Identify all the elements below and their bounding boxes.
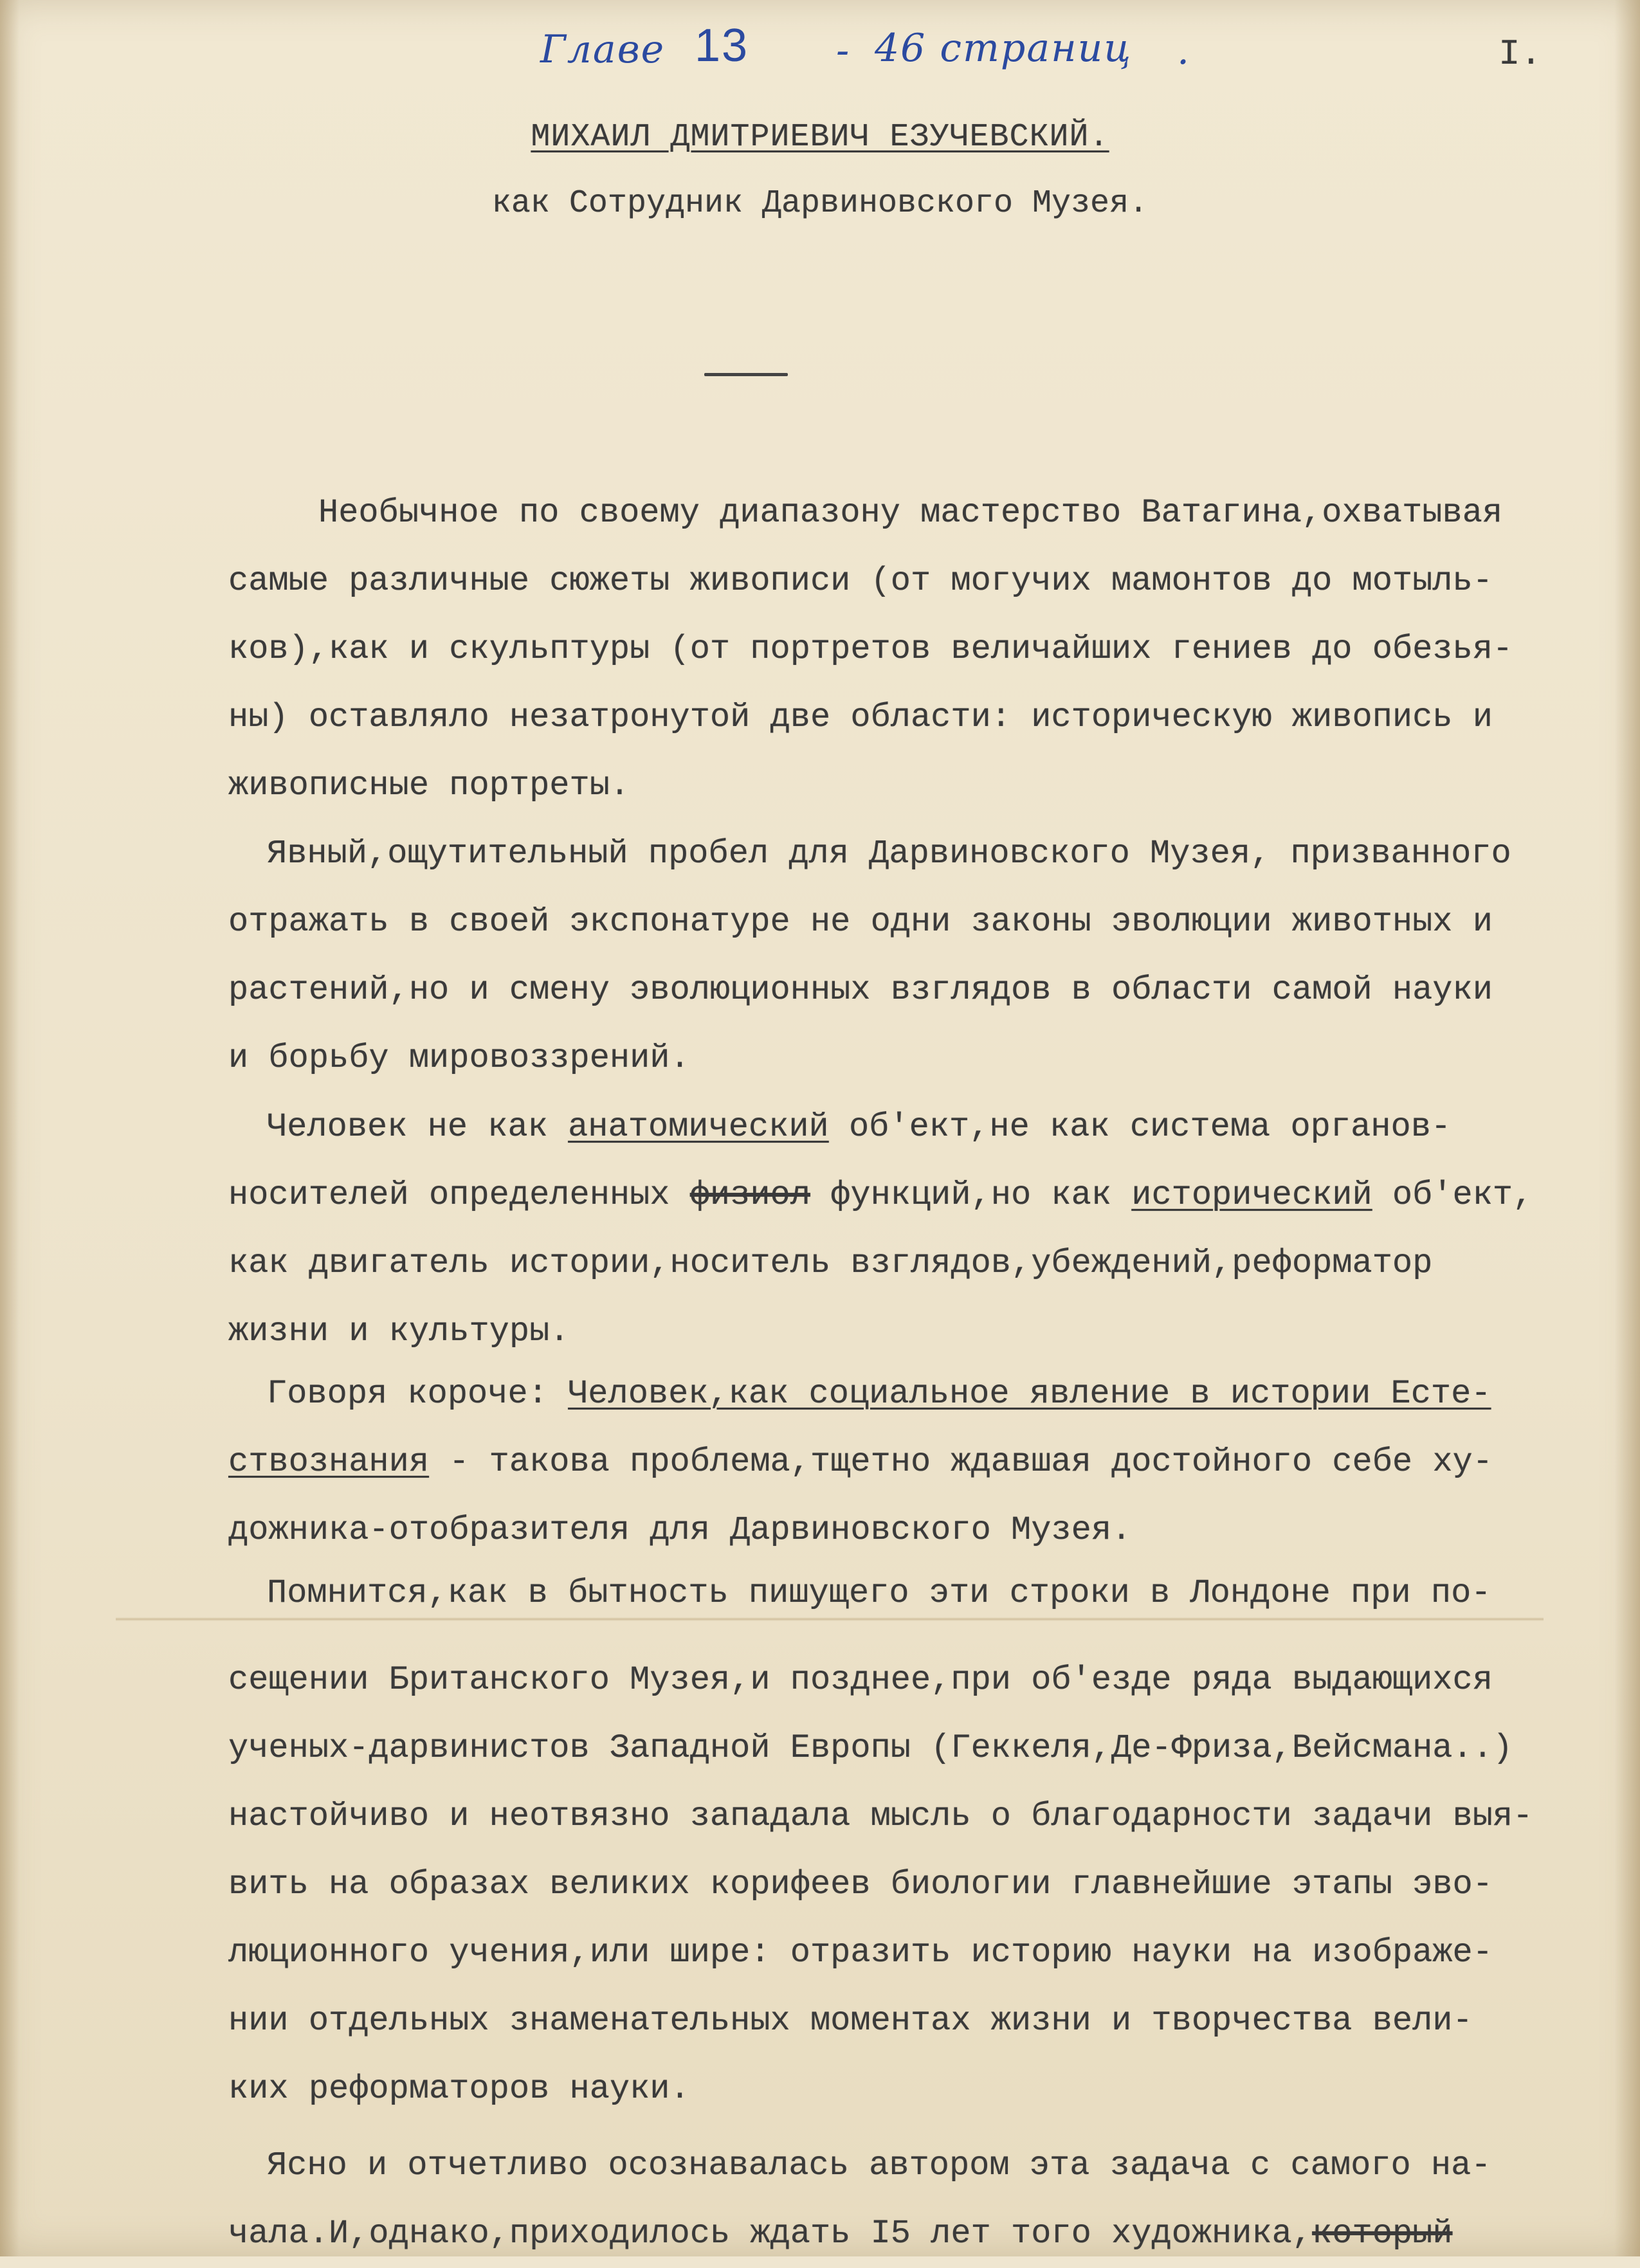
struck-out-word: который [1312,2215,1453,2253]
text-line [228,1161,1611,1229]
text-line: люционного учения,или шире: отразить историю науки на изображе- [228,1934,1493,1972]
underlined-phrase: Человек,как социальное явление в истории Есте- [568,1375,1491,1413]
paragraph-2 [228,820,1611,1093]
text-line: вить на образах великих корифеев биологии главнейшие этапы эво- [228,1865,1493,1903]
paragraph-1 [228,479,1611,820]
section-separator [704,373,788,376]
text-line [228,1428,1611,1496]
text-line: живописные портреты. [228,767,630,804]
text-line: ких реформаторов науки. [228,2070,690,2108]
text-line: ученых-дарвинистов Западной Европы (Геккеля,Де-Фриза,Вейсмана..) [228,1729,1513,1767]
paragraph-6 [228,2132,1611,2268]
text-line: ков),как и скульптуры (от портретов величайших гениев до обезья- [228,630,1513,668]
text-fragment: - такова проблема,тщетно ждавшая достойного себе ху- [429,1443,1493,1481]
page-number: I. [1499,33,1542,75]
document-subtitle: как Сотрудник Дарвиновского Музея. [491,185,1149,222]
handwritten-dash: - [836,28,851,73]
author-name: МИХАИЛ ДМИТРИЕВИЧ ЕЗУЧЕВСКИЙ. [531,119,1109,156]
text-line: отражать в своей экспонатуре не одни законы эволюции животных и [228,903,1493,941]
text-line [228,1360,1611,1428]
text-line: Помнится,как в бытность пишущего эти строки в Лондоне при по- [267,1574,1491,1612]
handwritten-chapter-number: 13 [695,20,749,71]
text-line: сещении Британского Музея,и позднее,при об'езде ряда выдающихся [228,1661,1493,1699]
text-line: жизни и культуры. [228,1312,570,1350]
text-line: Необычное по своему диапазону мастерство Ватагина,охватывая [318,494,1503,532]
text-fragment: Человек не как [267,1108,569,1146]
paragraph-5 [228,1559,1611,1628]
text-fragment: носителей определенных [228,1176,690,1214]
text-line: и борьбу мировоззрений. [228,1039,690,1077]
paragraph-5-continuation [228,1646,1611,2123]
text-fragment: Говоря короче: [267,1375,569,1413]
text-line: растений,но и смену эволюционных взглядов в области самой науки [228,971,1493,1009]
struck-out-word: физиол [689,1176,810,1214]
text-line [228,1093,1611,1161]
text-line: самые различные сюжеты живописи (от могучих мамонтов до мотыль- [228,562,1493,600]
text-line: ны) оставляло незатронутой две области: историческую живопись и [228,698,1493,736]
text-line: Явный,ощутительный пробел для Дарвиновского Музея, призванного [267,835,1511,873]
handwritten-annotation [540,19,1248,90]
text-line: нии отдельных знаменательных моментах жизни и творчества вели- [228,2002,1473,2040]
text-line [228,2200,1611,2268]
text-fragment: функций,но как [810,1176,1132,1214]
document-title [0,119,1640,156]
underlined-term: анатомический [568,1108,829,1146]
text-fragment: об'ект,не как система органов- [828,1108,1452,1146]
handwritten-word-chapter: Главе [540,27,666,72]
handwritten-dot: . [1177,28,1191,73]
paper-edge-left [0,0,19,2256]
text-fragment: чала.И,однако,приходилось ждать I5 лет того художника, [228,2215,1313,2253]
paragraph-3 [228,1093,1611,1366]
paper-edge-right [1614,0,1640,2256]
text-fragment: об'ект, [1372,1176,1533,1214]
text-line: настойчиво и неотвязно западала мысль о благодарности задачи выя- [228,1797,1533,1835]
paragraph-4 [228,1360,1611,1565]
text-line: Ясно и отчетливо осознавалась автором эта задача с самого на- [267,2146,1491,2184]
underlined-term: исторический [1131,1176,1372,1214]
handwritten-page-count: 46 страниц [875,26,1133,71]
underlined-phrase: ствознания [228,1443,430,1481]
text-line: дожника-отобразителя для Дарвиновского Музея. [228,1511,1132,1549]
text-line: как двигатель истории,носитель взглядов,убеждений,реформатор [228,1244,1433,1282]
